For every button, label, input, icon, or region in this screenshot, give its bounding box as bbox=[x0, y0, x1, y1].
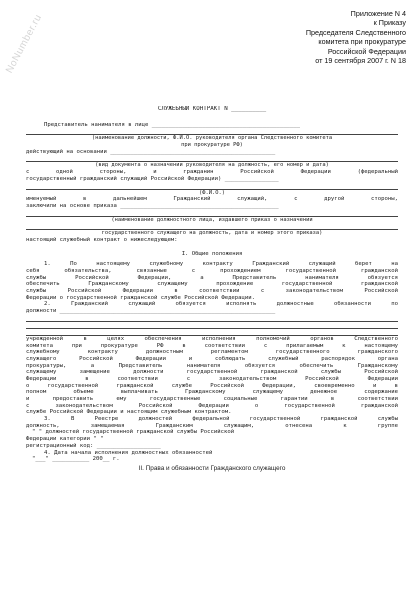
contract-title: СЛУЖЕБНЫЙ КОНТРАКТ N __________ bbox=[157, 106, 267, 112]
fill-line bbox=[26, 315, 398, 322]
employer-rep-line: Представитель нанимателя в лице ____________________________________________ bbox=[44, 121, 300, 128]
fill-line bbox=[26, 322, 398, 329]
clause-2-line: Федерации в соответствии с законодательством Российской Федерации bbox=[26, 375, 398, 382]
caption-position: (наименование должности, Ф.И.О. руководителя органа Следственного комитета bbox=[91, 135, 333, 142]
appendix-header bbox=[246, 9, 406, 65]
fill-line bbox=[26, 329, 398, 336]
clause-3-line: регистрационный код: ___________________ bbox=[26, 442, 161, 449]
clause-2-line: о государственной гражданской службе Российской Федерации, своевременно и в bbox=[26, 382, 398, 389]
paragraph-line: заключили на основе приказа _______________________________________________ bbox=[26, 202, 279, 209]
clause-1-line: службы Российской Федерации, а Представитель нанимателя обязуется bbox=[26, 274, 398, 281]
clause-2-line: должности ________________________________________________________________ bbox=[26, 308, 276, 315]
clause-3-line: 3. В Реестре должностей федеральной государственной гражданской службы bbox=[44, 416, 398, 423]
fill-line bbox=[26, 183, 398, 190]
clause-2-line: службе Российской Федерации и настоящим служебным контрактом. bbox=[26, 409, 232, 416]
appendix-date: от 19 сентября 2007 г. N 18 bbox=[315, 56, 406, 66]
caption-order: государственного служащего на должность, дата и номер этого приказа) bbox=[101, 230, 323, 237]
clause-3-line: Федерации категории " " bbox=[26, 436, 104, 443]
section-heading-1: I. Общие положения bbox=[181, 250, 243, 257]
caption-official: (наименование должностного лица, издавшего приказ о назначении bbox=[111, 216, 313, 223]
clause-1-line: 1. По настоящему служебному контракту Гражданский служащий берет на bbox=[44, 261, 398, 268]
clause-2-line: 2. Гражданский служащий обязуется исполнять должностные обязанности по bbox=[44, 301, 398, 308]
clause-2-line: комитета при прокуратуре РФ в соответствии с прилагаемым к настоящему bbox=[26, 342, 398, 349]
caption-position-cont: при прокуратуре РФ) bbox=[181, 142, 243, 149]
fill-line bbox=[26, 128, 398, 135]
paragraph-line: с одной стороны, и гражданин Российской Федерации (федеральный bbox=[26, 169, 398, 176]
contract-document bbox=[26, 106, 398, 474]
watermark: NoNumber.ru bbox=[4, 12, 45, 76]
fill-line bbox=[26, 210, 398, 217]
clause-2-line: с законодательством Российской Федерации о государственной гражданской bbox=[26, 402, 398, 409]
fill-line bbox=[26, 223, 398, 230]
clause-1-line: обеспечить Гражданскому служащему прохождение государственной гражданской bbox=[26, 281, 398, 288]
clause-1-line: службы Российской Федерации в соответствии с законодательством Российской bbox=[26, 288, 398, 295]
clause-3-line: " " должностей государственной гражданской службы Российской bbox=[32, 429, 235, 436]
paragraph-line: государственный гражданский служащий Российской Федерации) ________________ bbox=[26, 175, 279, 182]
appendix-chairman: Председателя Следственного bbox=[305, 27, 406, 37]
appendix-country: Российской Федерации bbox=[327, 46, 406, 56]
clause-2-line: служащему замещение должности государственной гражданской службы Российской bbox=[26, 369, 398, 376]
appendix-order-ref: к Приказу bbox=[373, 18, 406, 28]
clause-2-line: служебному контракту должностным регламентом государственного гражданского bbox=[26, 349, 398, 356]
appendix-number: Приложение N 4 bbox=[350, 9, 406, 18]
clause-1-line: Федерации о государственной гражданской службе Российской Федерации. bbox=[26, 294, 256, 301]
caption-appointment-doc: (вид документа о назначении руководителя на должность, его номер и дата) bbox=[95, 162, 329, 169]
clause-2-line: учрежденной в целях обеспечения исполнения полномочий органов Следственного bbox=[26, 335, 398, 342]
clause-4-date: "___" ___________ 200__ г. bbox=[32, 456, 120, 463]
section-heading-2: II. Права и обязанности Гражданского служащего bbox=[138, 464, 286, 472]
clause-2-line: служащего Российской Федерации и соблюдать служебный распорядок органа bbox=[26, 355, 398, 362]
clause-2-line: полном объеме выплачивать Гражданскому служащему денежное содержание bbox=[26, 389, 398, 396]
appendix-committee: комитета при прокуратуре bbox=[318, 37, 406, 47]
clause-1-line: себя обязательства, связанные с прохождением государственной гражданской bbox=[26, 268, 398, 274]
clause-4-line: 4. Дата начала исполнения должностных обязанностей bbox=[44, 449, 213, 456]
fill-line bbox=[26, 155, 398, 162]
paragraph-line: именуемый в дальнейшем Гражданский служащий, с другой стороны, bbox=[26, 196, 398, 203]
caption-fio: (Ф.И.О.) bbox=[199, 189, 225, 196]
clause-3-line: должность, замещаемая Гражданским служащим, отнесена к группе bbox=[26, 422, 398, 429]
paragraph-line: настоящий служебный контракт о нижеследующем: bbox=[26, 236, 178, 243]
basis-line: действующий на основании _________________________________________________ bbox=[26, 148, 276, 155]
clause-2-line: и предоставить ему государственные социальные гарантии в соответствии bbox=[26, 396, 398, 402]
clause-2-line: прокуратуры, а Представитель нанимателя обязуется обеспечить Гражданскому bbox=[26, 362, 398, 369]
